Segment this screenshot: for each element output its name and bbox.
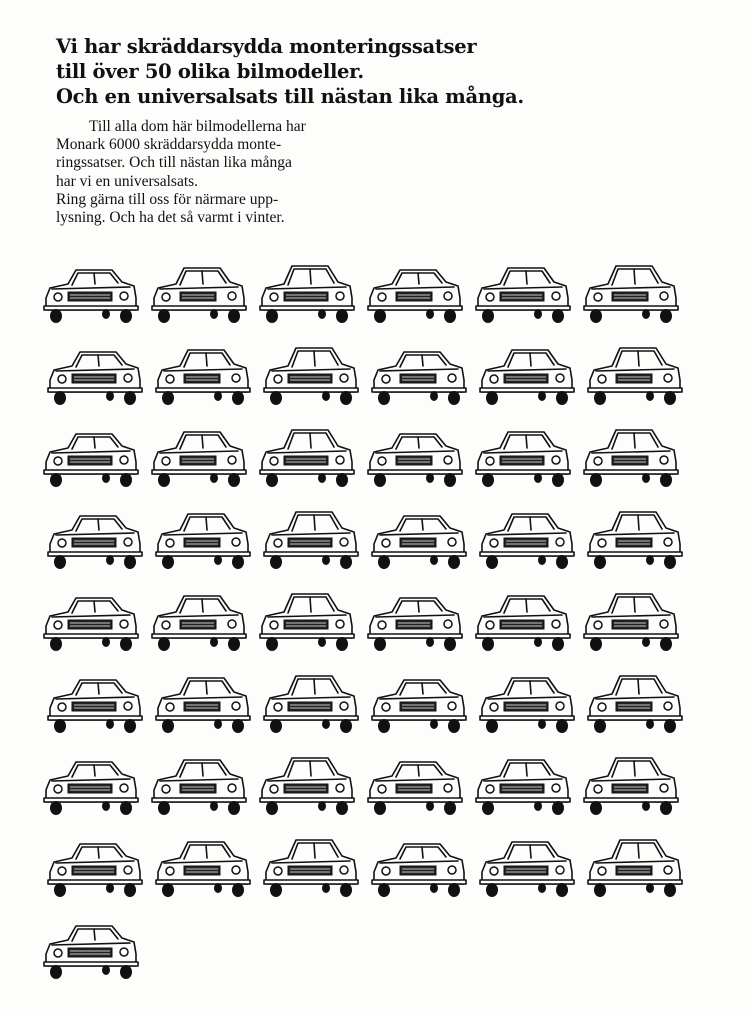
car-illustration bbox=[44, 668, 144, 740]
car-illustration bbox=[152, 340, 252, 412]
car-illustration bbox=[476, 340, 576, 412]
body-line: Ring gärna till oss för närmare upp- bbox=[56, 190, 279, 208]
car-illustration bbox=[256, 586, 356, 658]
car-illustration bbox=[580, 750, 680, 822]
car-illustration bbox=[364, 258, 464, 330]
car-illustration bbox=[472, 750, 572, 822]
car-illustration bbox=[476, 668, 576, 740]
body-line: Monark 6000 skräddarsydda monte- bbox=[56, 136, 282, 154]
car-illustration bbox=[368, 668, 468, 740]
car-illustration bbox=[364, 750, 464, 822]
car-illustration bbox=[476, 832, 576, 904]
car-illustration bbox=[368, 832, 468, 904]
car-illustration bbox=[260, 832, 360, 904]
car-illustration bbox=[584, 504, 684, 576]
body-line: har vi en universalsats. bbox=[56, 172, 199, 190]
car-illustration bbox=[472, 586, 572, 658]
car-illustration bbox=[148, 258, 248, 330]
car-illustration bbox=[260, 504, 360, 576]
car-illustration bbox=[476, 504, 576, 576]
car-illustration bbox=[580, 586, 680, 658]
car-illustration bbox=[472, 422, 572, 494]
car-illustration bbox=[584, 340, 684, 412]
car-illustration bbox=[40, 586, 140, 658]
car-illustration bbox=[364, 422, 464, 494]
car-illustration bbox=[368, 504, 468, 576]
headline bbox=[56, 34, 656, 109]
car-illustration bbox=[580, 422, 680, 494]
car-illustration bbox=[260, 340, 360, 412]
car-illustration bbox=[364, 586, 464, 658]
car-illustration bbox=[44, 504, 144, 576]
headline-line: Vi har skräddarsydda monteringssatser bbox=[56, 35, 477, 58]
car-illustration bbox=[40, 750, 140, 822]
car-illustration bbox=[40, 914, 140, 986]
car-illustration bbox=[148, 422, 248, 494]
car-illustration bbox=[580, 258, 680, 330]
car-illustration bbox=[152, 668, 252, 740]
car-illustration bbox=[148, 586, 248, 658]
body-copy bbox=[56, 118, 386, 227]
car-illustration bbox=[256, 750, 356, 822]
headline-line: Och en universalsats till nästan lika många. bbox=[56, 85, 524, 108]
body-line: ringssatser. Och till nästan lika många bbox=[56, 154, 292, 172]
car-illustration bbox=[584, 668, 684, 740]
body-line: Till alla dom här bilmodellerna har bbox=[89, 118, 306, 135]
body-line: lysning. Och ha det så varmt i vinter. bbox=[56, 209, 285, 227]
car-illustration bbox=[40, 422, 140, 494]
car-illustration bbox=[44, 340, 144, 412]
car-illustration bbox=[584, 832, 684, 904]
car-illustration bbox=[472, 258, 572, 330]
car-illustration bbox=[44, 832, 144, 904]
car-illustration bbox=[256, 422, 356, 494]
car-illustration bbox=[152, 504, 252, 576]
car-illustration bbox=[256, 258, 356, 330]
car-illustration bbox=[148, 750, 248, 822]
car-illustration bbox=[40, 258, 140, 330]
headline-line: till över 50 olika bilmodeller. bbox=[56, 60, 364, 83]
car-illustration bbox=[368, 340, 468, 412]
car-illustration bbox=[260, 668, 360, 740]
car-illustration-grid bbox=[40, 258, 700, 988]
car-illustration bbox=[152, 832, 252, 904]
